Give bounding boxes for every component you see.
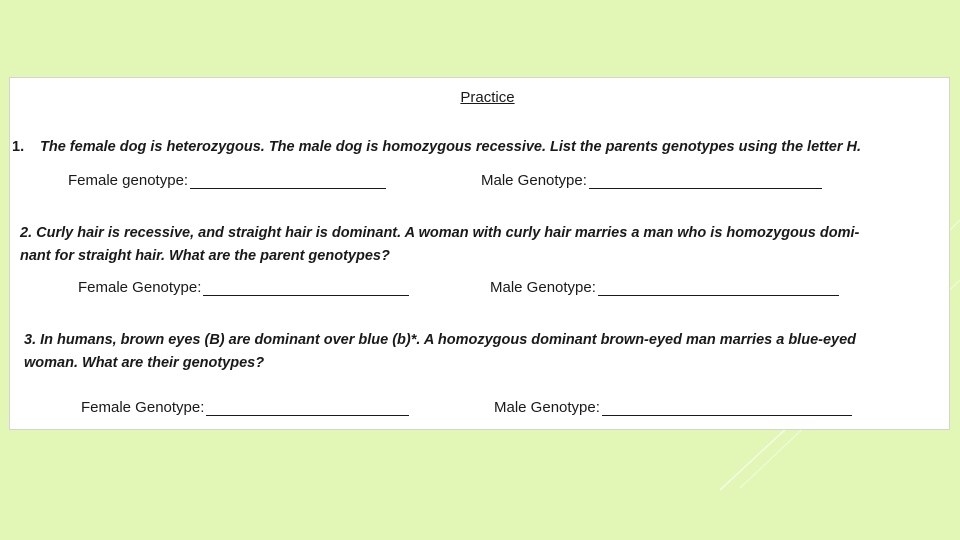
question-2-male-answer [490,279,839,296]
question-2-female-answer [78,279,409,296]
question-1-female-answer [68,172,386,189]
question-1-number: 1. [12,139,25,155]
worksheet-title: Practice [460,89,515,106]
question-2 [20,222,859,268]
male-genotype-label: Male Genotype: [490,279,596,296]
question-2-line-2: nant for straight hair. What are the parent genotypes? [20,248,390,264]
female-genotype-label: Female Genotype: [78,279,202,296]
question-3-female-answer [81,399,409,416]
worksheet [9,77,950,430]
female-genotype-blank[interactable] [203,281,409,296]
male-genotype-blank[interactable] [589,174,822,189]
male-genotype-blank[interactable] [598,281,839,296]
question-1 [12,136,861,159]
question-3-line-1: 3. In humans, brown eyes (B) are dominant over blue (b)*. A homozygous dominant brown-eyed man marries a blue-eyed [24,332,857,348]
question-1-text: The female dog is heterozygous. The male dog is homozygous recessive. List the parents genotypes using the letter H. [40,139,862,155]
female-genotype-blank[interactable] [190,174,386,189]
question-3 [24,329,856,375]
question-3-line-2: woman. What are their genotypes? [24,355,265,371]
question-2-line-1: 2. Curly hair is recessive, and straight hair is dominant. A woman with curly hair marries a man who is homozygous domi- [20,225,860,241]
question-1-male-answer [481,172,822,189]
female-genotype-blank[interactable] [206,401,409,416]
male-genotype-blank[interactable] [602,401,852,416]
question-3-male-answer [494,399,852,416]
female-genotype-label: Female genotype: [68,172,189,189]
female-genotype-label: Female Genotype: [81,399,205,416]
male-genotype-label: Male Genotype: [494,399,600,416]
male-genotype-label: Male Genotype: [481,172,587,189]
